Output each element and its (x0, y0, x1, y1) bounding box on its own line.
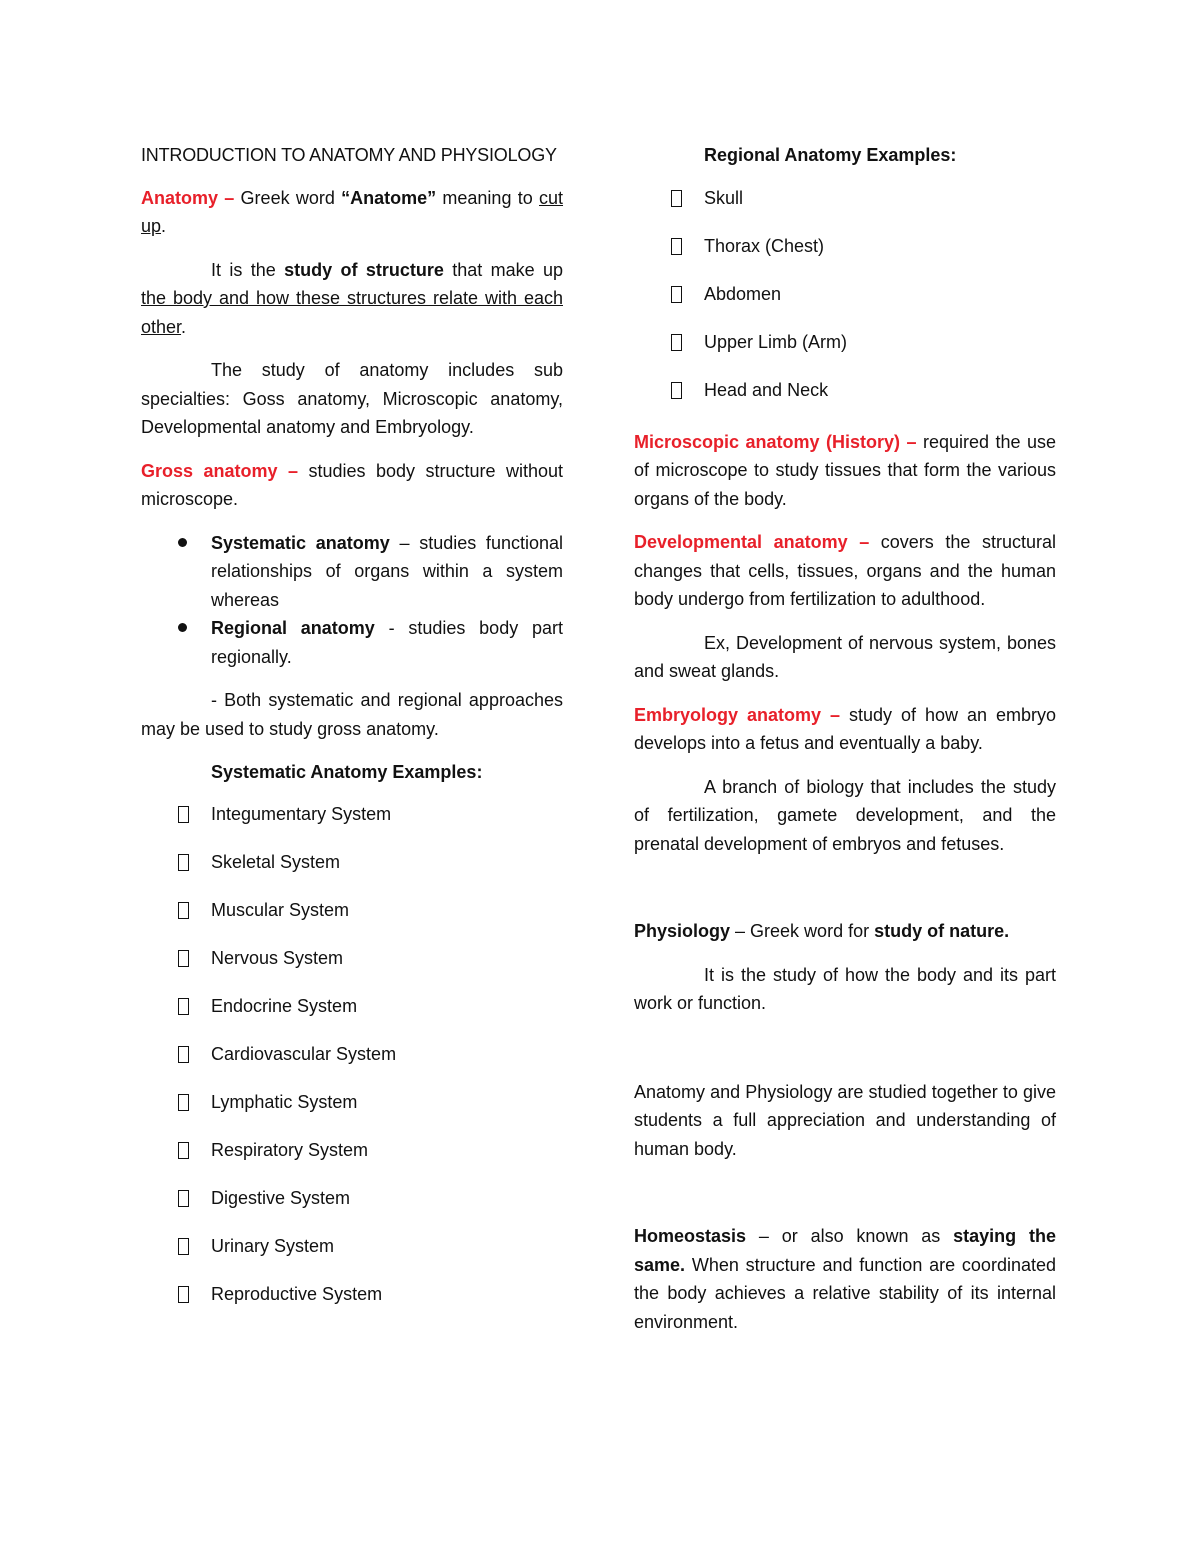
checkbox-icon (671, 382, 682, 399)
list-item (141, 1040, 563, 1088)
checkbox-icon (178, 1238, 189, 1255)
list-item-label: Urinary System (211, 1235, 335, 1256)
study-def-bold: study of structure (284, 259, 444, 280)
list-item (141, 1280, 563, 1328)
checkbox-icon (178, 1286, 189, 1303)
right-column (634, 141, 1056, 1336)
checkbox-icon (178, 1046, 189, 1063)
checkbox-icon (178, 998, 189, 1015)
list-item (634, 184, 1056, 232)
list-item (141, 614, 563, 671)
list-item (141, 800, 563, 848)
list-item (634, 280, 1056, 328)
list-item-label: Skeletal System (211, 851, 341, 872)
anatomy-paragraph (141, 184, 563, 241)
list-item-label: Skull (704, 187, 744, 208)
checkbox-icon (671, 238, 682, 255)
list-item-label: Thorax (Chest) (704, 235, 825, 256)
anatomy-text: Greek word (234, 187, 342, 208)
checkbox-icon (671, 190, 682, 207)
anatomy-bullet-list (141, 529, 563, 672)
microscopic-anatomy-term: Microscopic anatomy (History) – (634, 431, 917, 452)
physiology-term: Physiology (634, 921, 731, 941)
checkbox-icon (671, 334, 682, 351)
systematic-examples-heading: Systematic Anatomy Examples: (211, 762, 483, 782)
checkbox-icon (671, 286, 682, 303)
study-def-pre: It is the (211, 259, 285, 280)
developmental-example: Ex, Development of nervous system, bones and sweat glands. (634, 632, 1056, 681)
checkbox-icon (178, 854, 189, 871)
anatomy-physiology-together: Anatomy and Physiology are studied together to give students a full appreciation and understanding of human body. (634, 1081, 1056, 1159)
list-item-label: Endocrine System (211, 995, 358, 1016)
developmental-anatomy-paragraph (634, 528, 1056, 614)
study-def-end: . (181, 316, 187, 337)
study-def-mid: that make up (443, 259, 563, 280)
embryology-paragraph (634, 701, 1056, 758)
developmental-anatomy-term: Developmental anatomy – (634, 532, 870, 552)
list-item-label: Upper Limb (Arm) (704, 331, 848, 352)
bullet-term: Regional anatomy (211, 618, 375, 638)
list-item-label: Lymphatic System (211, 1091, 358, 1112)
gross-anatomy-paragraph (141, 457, 563, 514)
regional-examples-list (634, 184, 1056, 424)
list-item-label: Head and Neck (704, 379, 829, 400)
physiology-definition: It is the study of how the body and its part work or function. (634, 964, 1056, 1013)
list-item-label: Cardiovascular System (211, 1043, 397, 1064)
systematic-examples-list (141, 800, 563, 1328)
embryology-term: Embryology anatomy – (634, 704, 841, 725)
list-item (141, 1136, 563, 1184)
microscopic-anatomy-text: required the use of microscope to study tissues that form the various organs of the body. (634, 431, 1056, 509)
study-def-underlined: the body and how these structures relate with each other (141, 288, 563, 337)
list-item (141, 1088, 563, 1136)
list-item (141, 1232, 563, 1280)
checkbox-icon (178, 1142, 189, 1159)
embryology-branch-paragraph: A branch of biology that includes the study of fertilization, gamete development, and the prenatal development of embryos and fetuses. (634, 776, 1056, 854)
list-item (634, 232, 1056, 280)
microscopic-anatomy-paragraph (634, 428, 1056, 514)
homeostasis-paragraph (634, 1222, 1056, 1336)
list-item (141, 944, 563, 992)
physiology-paragraph (634, 917, 1056, 946)
regional-examples-heading: Regional Anatomy Examples: (704, 145, 957, 165)
gross-anatomy-text: studies body structure without microscope. (141, 460, 563, 509)
list-item (141, 529, 563, 615)
physiology-text: – Greek word for (730, 921, 875, 941)
list-item-label: Abdomen (704, 283, 782, 304)
embryology-text: study of how an embryo develops into a fetus and eventually a baby. (634, 704, 1056, 753)
list-item (141, 896, 563, 944)
bullet-icon (178, 623, 187, 632)
list-item-label: Respiratory System (211, 1139, 369, 1160)
homeostasis-text-2: When structure and function are coordinated the body achieves a relative stability of its internal environment. (634, 1254, 1056, 1332)
checkbox-icon (178, 1094, 189, 1111)
list-item-label: Digestive System (211, 1187, 351, 1208)
checkbox-icon (178, 950, 189, 967)
anatome-word: “Anatome” (341, 187, 437, 208)
homeostasis-term: Homeostasis (634, 1226, 747, 1246)
anatomy-term: Anatomy – (141, 187, 235, 208)
anatomy-text-2: meaning to (436, 187, 539, 208)
physiology-bold: study of nature. (874, 921, 1010, 941)
bullet-icon (178, 538, 187, 547)
cut-up-text: cut up (141, 187, 564, 236)
list-item (141, 848, 563, 896)
checkbox-icon (178, 1190, 189, 1207)
subspecialties-paragraph: The study of anatomy includes sub specialties: Goss anatomy, Microscopic anatomy, Developmental anatomy and Embryology. (141, 360, 563, 437)
list-item-label: Nervous System (211, 947, 344, 968)
list-item (141, 992, 563, 1040)
anatomy-end: . (161, 216, 167, 236)
bullet-text: – studies functional relationships of organs within a system whereas (211, 532, 563, 610)
bullet-term: Systematic anatomy (211, 532, 390, 553)
list-item-label: Integumentary System (211, 803, 392, 824)
list-item-label: Reproductive System (211, 1283, 383, 1304)
bullet-text: - studies body part regionally. (211, 618, 563, 667)
list-item (141, 1184, 563, 1232)
checkbox-icon (178, 806, 189, 823)
list-item (634, 328, 1056, 376)
homeostasis-text: – or also known as (746, 1226, 954, 1246)
list-item-label: Muscular System (211, 899, 350, 920)
homeostasis-bold: staying the same. (634, 1226, 1056, 1275)
gross-anatomy-term: Gross anatomy – (141, 460, 298, 481)
left-column (141, 141, 563, 1328)
both-approaches-paragraph: - Both systematic and regional approaches may be used to study gross anatomy. (141, 690, 563, 739)
list-item (634, 376, 1056, 424)
study-definition (141, 256, 563, 342)
developmental-anatomy-text: covers the structural changes that cells, tissues, organs and the human body undergo from fertilization to adulthood. (634, 532, 1056, 609)
checkbox-icon (178, 902, 189, 919)
document-title: INTRODUCTION TO ANATOMY AND PHYSIOLOGY (141, 145, 557, 165)
